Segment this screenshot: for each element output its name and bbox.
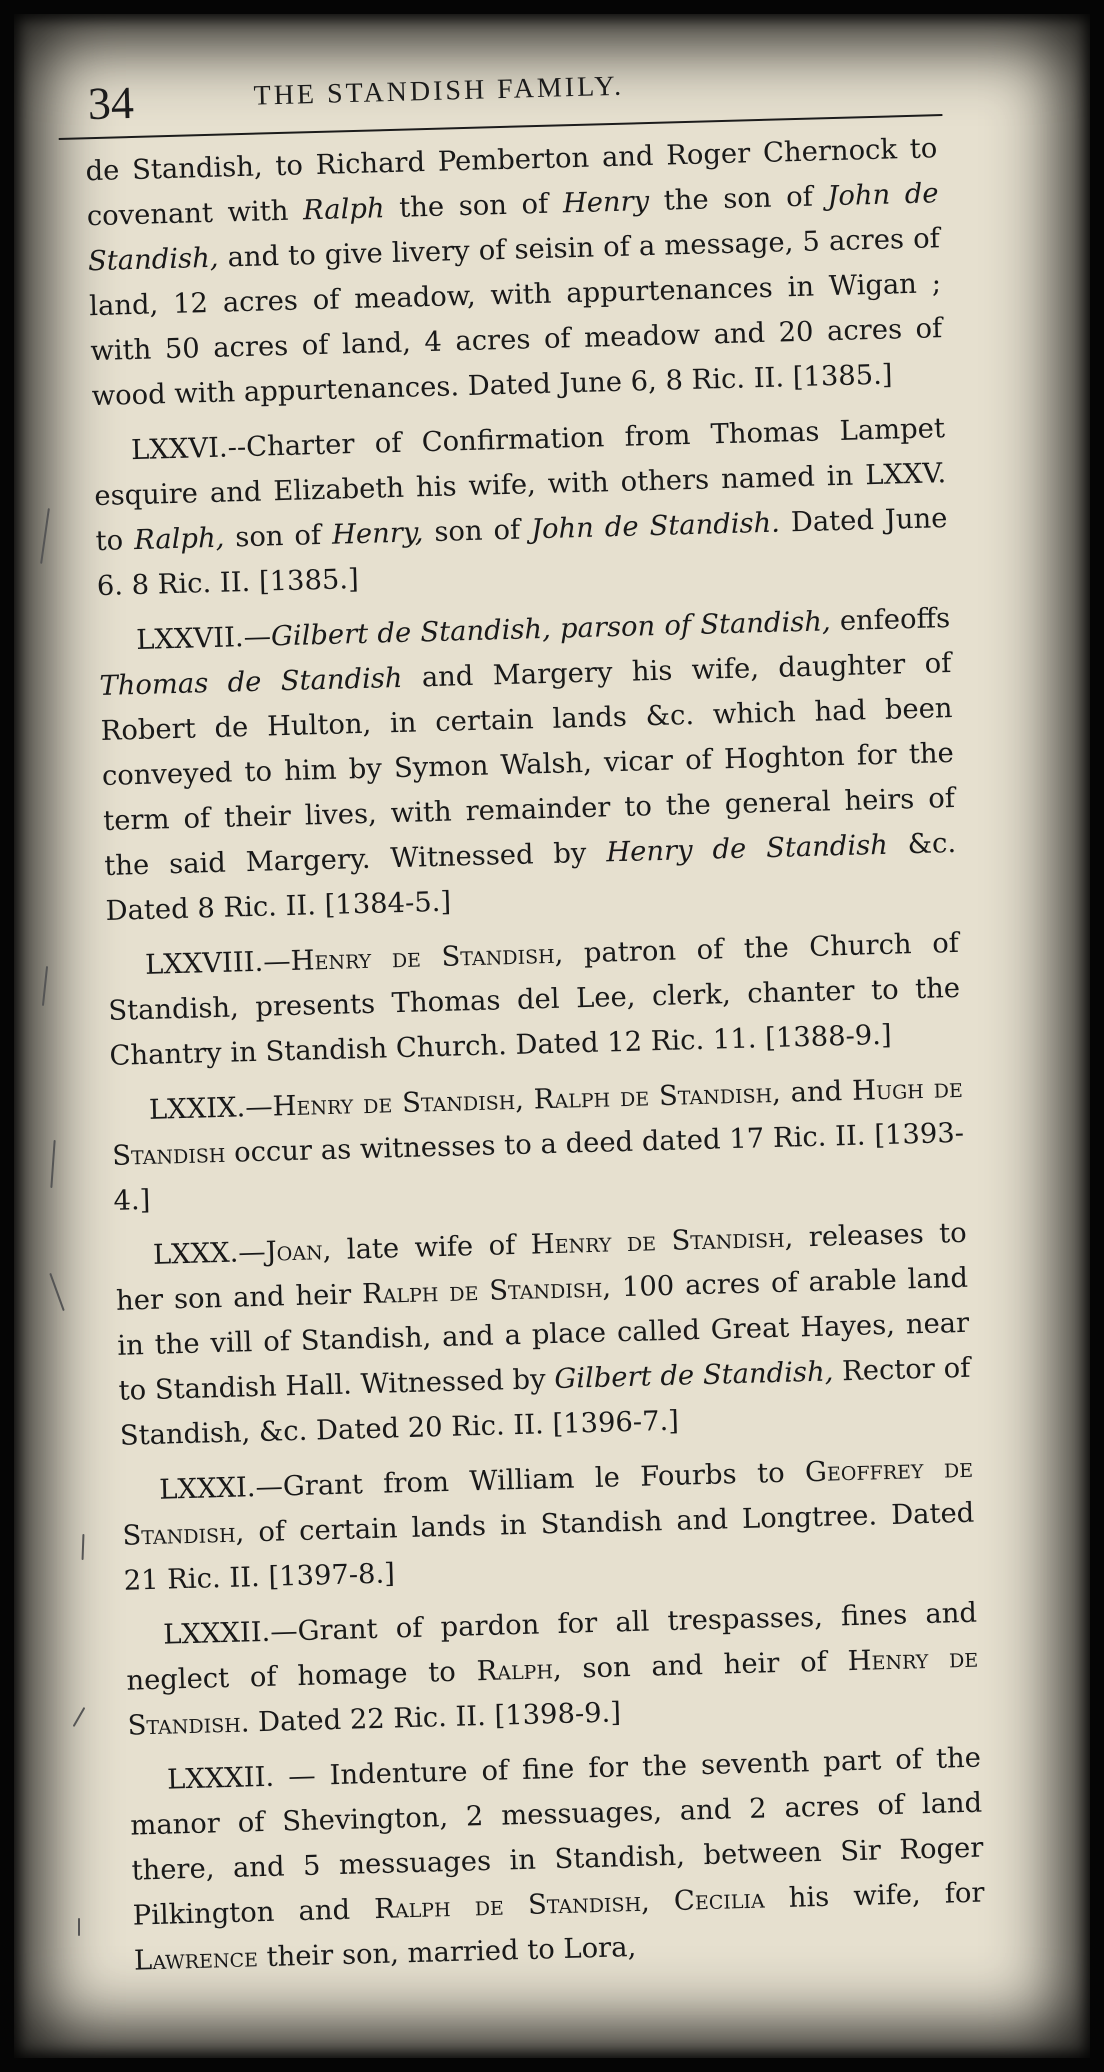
paragraph (129, 1736, 987, 1984)
text-segment: Henry, (331, 517, 424, 551)
text-segment: Geoffrey de Standish, (122, 1452, 974, 1552)
text-segment: Henry de Standish, Ralph de Standish, (272, 1077, 782, 1123)
text-segment: late wife of (330, 1229, 532, 1266)
margin-pencil-mark (78, 1918, 80, 1936)
text-segment: Hugh de Standish (111, 1072, 964, 1172)
text-segment: LXXXII.—Grant of pardon for all trespasses, fines and neglect of homage to (126, 1597, 978, 1697)
text-segment: LXXVIII.— (144, 945, 292, 981)
paragraph (98, 596, 958, 934)
text-segment: LXXIX.— (148, 1091, 274, 1126)
paragraph (114, 1211, 972, 1459)
paragraph (110, 1066, 965, 1224)
text-segment: LXXVII.— (135, 621, 272, 657)
text-segment: de Standish, to Richard Pemberton and Roger Chernock to covenant with (85, 133, 938, 233)
page-body (59, 115, 1027, 1984)
margin-pencil-mark (50, 1140, 55, 1188)
text-segment: releases to her son and heir (115, 1217, 968, 1317)
text-segment: and to give livery of seisin of a message, 5 acres of land, 12 acres of meadow, with appurtenances in Wigan ; with 50 acres of land, 4 acres of meadow and 20 acres of wood with appurtenances. Dated June 6, 8 Ric. II. [1385.] (88, 223, 943, 413)
text-segment: Gilbert de Standish, (553, 1356, 834, 1396)
text-segment: the son of (648, 181, 828, 218)
text-segment: John de Standish. (530, 507, 781, 546)
text-segment: patron of the Church of Standish, presents Thomas del Lee, clerk, chanter to the Chantry in Standish Church. Dated 12 Ric. 11. [1388-9.] (107, 927, 961, 1072)
text-segment: Henry (562, 186, 650, 220)
text-segment: occur as witnesses to a deed dated 17 Ric. II. [1393-4.] (113, 1117, 965, 1217)
text-segment: Gilbert de Standish, parson of Standish, (270, 606, 832, 653)
paragraph (107, 921, 962, 1079)
text-segment: of certain lands in Standish and Longtree. Dated 21 Ric. II. [1397-8.] (123, 1497, 975, 1597)
paragraph (121, 1446, 976, 1604)
text-segment: LXXVI.--Charter of Confirmation from Thomas Lampet esquire and Elizabeth his wife, with others named in LXXV. to (94, 413, 947, 558)
text-segment: Ralph de Standish, (361, 1272, 612, 1311)
text-segment: enfeoffs (830, 603, 951, 638)
text-segment: Joan, (265, 1235, 332, 1268)
vignette-frame (14, 14, 1090, 2058)
text-segment: &c. Dated 8 Ric. II. [1384-5.] (105, 827, 957, 927)
page-number: 34 (87, 76, 135, 130)
paragraph (85, 126, 944, 419)
text-segment: Ralph, (476, 1653, 563, 1688)
text-segment: son of (422, 514, 532, 549)
paragraph (125, 1591, 980, 1749)
margin-pencil-mark (49, 1273, 65, 1311)
margin-pencil-mark (73, 1707, 86, 1727)
text-segment: son and heir of (561, 1646, 849, 1685)
text-segment: Dated 22 Ric. II. [1398-9.] (249, 1697, 622, 1739)
text-segment: LXXXII. — Indenture of fine for the seventh part of the manor of Shevington, 2 messuages, and 2 acres of land there, and 5 messuages in Standish, between Sir Roger Pilkington and (129, 1742, 984, 1932)
text-segment: Thomas de Standish (99, 662, 403, 703)
text-segment: Henry de Standish, (530, 1222, 794, 1261)
text-segment: his wife, for (764, 1877, 985, 1915)
margin-pencil-mark (82, 1534, 85, 1560)
text-segment: LXXX.— (152, 1236, 267, 1271)
text-segment: Henry de Standish (605, 829, 889, 869)
text-segment: and Margery his wife, daughter of Robert de Hulton, in certain lands &c. which had been conveyed to him by Symon Walsh, vicar of Hoghton for the term of their lives, with remainder to the general heirs of the said Margery. Witnessed by (100, 648, 956, 882)
text-segment: John de Standish, (87, 178, 939, 278)
text-segment: Ralph (302, 193, 385, 227)
text-segment: LXXXI.—Grant from William le Fourbs to (158, 1457, 806, 1506)
text-segment: Henry de Standish. (127, 1642, 979, 1742)
margin-pencil-mark (40, 508, 50, 564)
paragraph (93, 406, 950, 609)
text-segment: the son of (384, 188, 564, 225)
text-segment: Henry de Standish, (290, 938, 564, 977)
text-segment: Lawrence (133, 1942, 259, 1977)
book-page (56, 14, 1028, 2047)
text-segment: Ralph de Standish, Cecilia (373, 1883, 766, 1926)
running-title: THE STANDISH FAMILY. (253, 70, 625, 112)
text-segment: 100 acres of arable land in the vill of Standish, and a place called Great Hayes, near to Standish Hall. Witnessed by (116, 1262, 970, 1407)
margin-pencil-mark (42, 966, 48, 1006)
text-segment: Ralph, (133, 522, 225, 557)
text-segment: their son, married to Lora, (257, 1932, 637, 1974)
text-segment: and (780, 1075, 853, 1109)
text-segment: son of (223, 519, 333, 554)
text-segment: Dated June 6. 8 Ric. II. [1385.] (96, 503, 948, 603)
text-segment: Rector of Standish, &c. Dated 20 Ric. II. [1396-7.] (119, 1352, 971, 1452)
